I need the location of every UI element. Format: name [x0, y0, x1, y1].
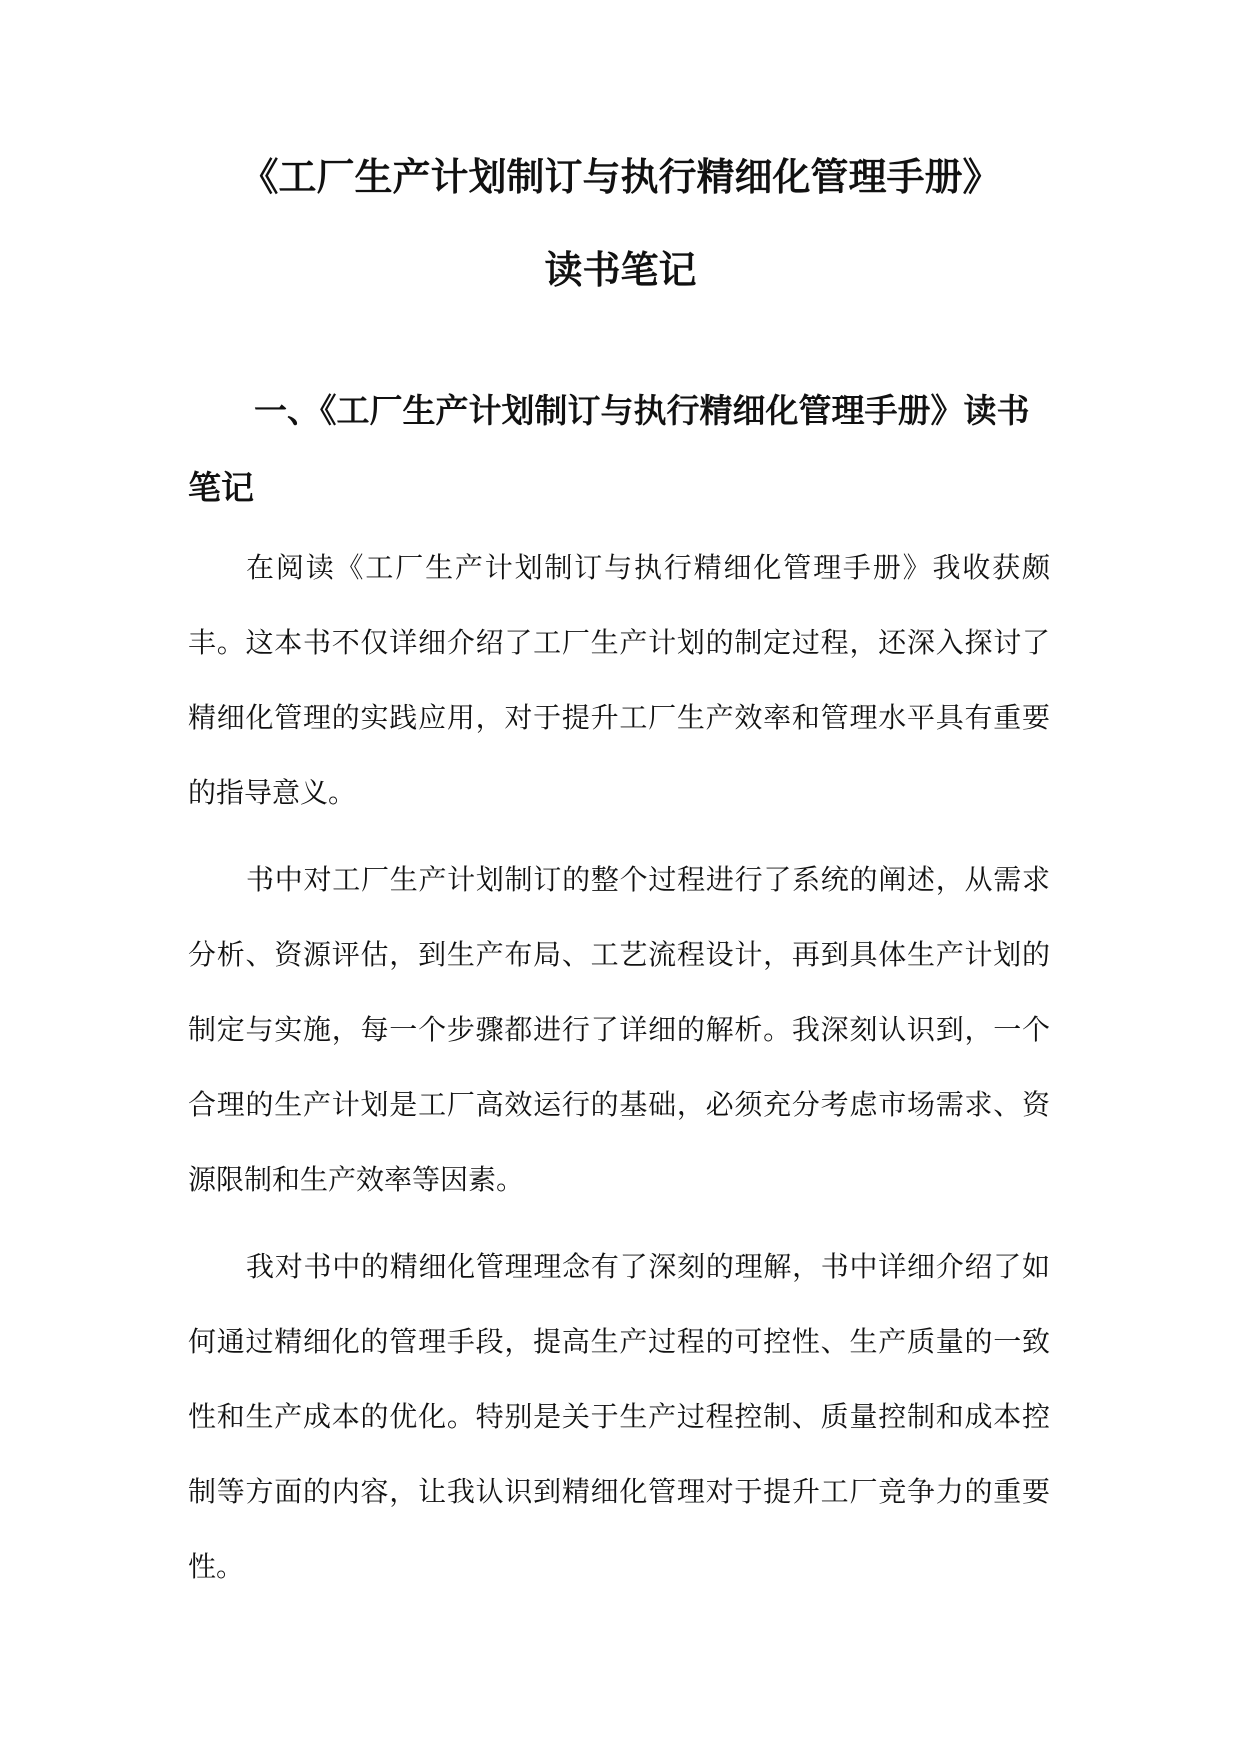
document-body	[188, 530, 1050, 1616]
document-title: 《工厂生产计划制订与执行精细化管理手册》	[240, 154, 1001, 199]
paragraph-1: 在阅读《工厂生产计划制订与执行精细化管理手册》我收获颇丰。这本书不仅详细介绍了工厂生产计划的制定过程，还深入探讨了精细化管理的实践应用，对于提升工厂生产效率和管理水平具有重要的指导意义。	[188, 551, 1050, 809]
section-heading: 一、《工厂生产计划制订与执行精细化管理手册》读书笔记	[188, 391, 1030, 507]
document-subtitle: 读书笔记	[544, 247, 697, 292]
paragraph-3: 我对书中的精细化管理理念有了深刻的理解，书中详细介绍了如何通过精细化的管理手段，提高生产过程的可控性、生产质量的一致性和生产成本的优化。特别是关于生产过程控制、质量控制和成本控制等方面的内容，让我认识到精细化管理对于提升工厂竞争力的重要性。	[188, 1250, 1050, 1583]
paragraph-2: 书中对工厂生产计划制订的整个过程进行了系统的阐述，从需求分析、资源评估，到生产布局、工艺流程设计，再到具体生产计划的制定与实施，每一个步骤都进行了详细的解析。我深刻认识到，一个合理的生产计划是工厂高效运行的基础，必须充分考虑市场需求、资源限制和生产效率等因素。	[188, 863, 1050, 1196]
